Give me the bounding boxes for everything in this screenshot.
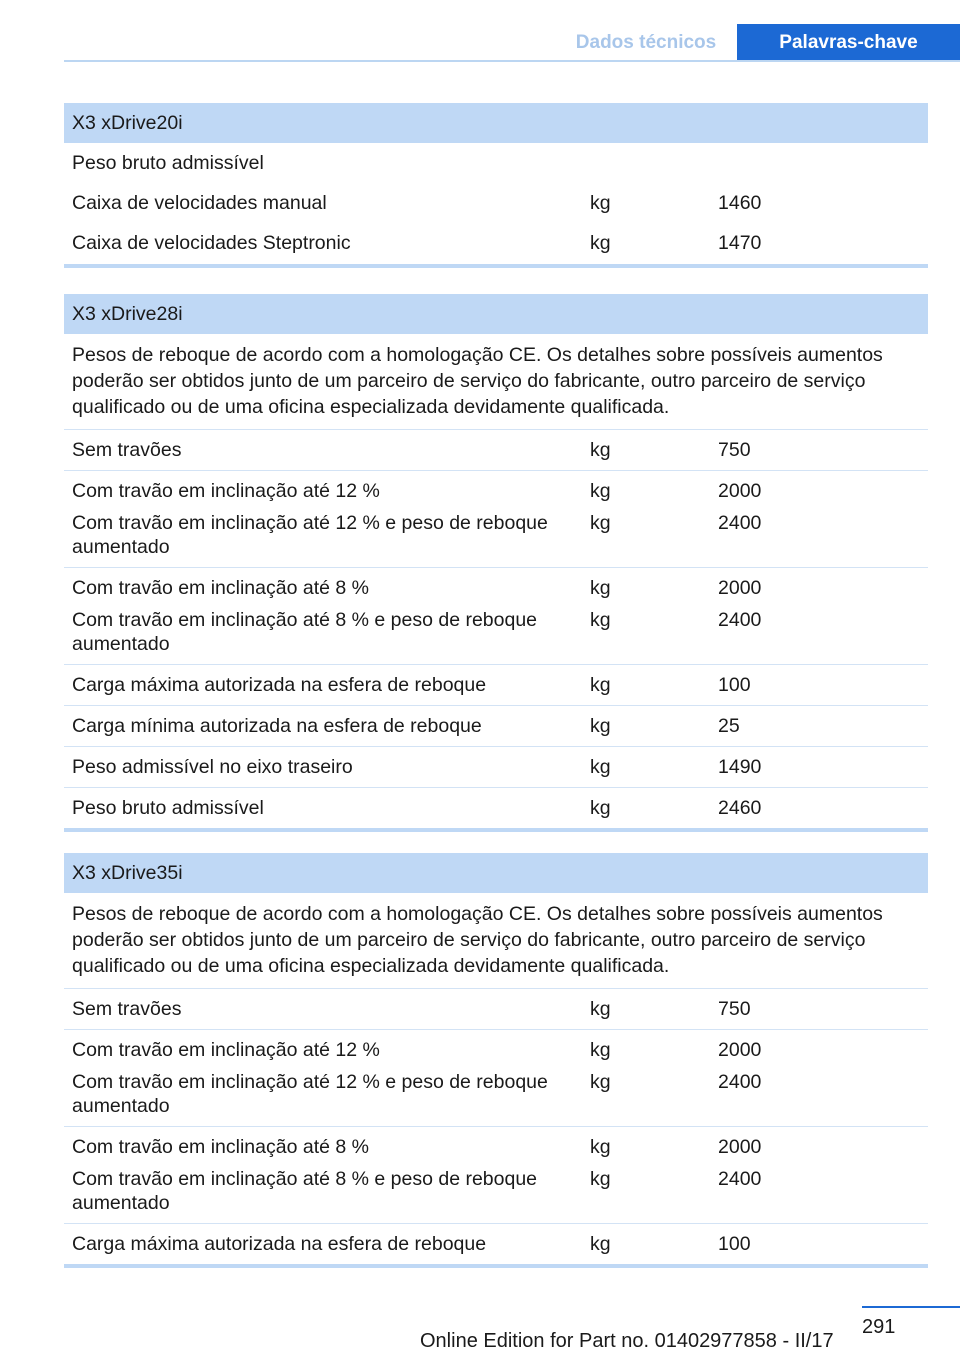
tab-palavras-chave[interactable]: Palavras-chave <box>737 24 960 62</box>
row-unit: kg <box>590 577 611 599</box>
row-unit: kg <box>590 1168 611 1190</box>
row-value: 2000 <box>718 1039 762 1061</box>
row-unit: kg <box>590 192 611 214</box>
row-value: 750 <box>718 439 751 461</box>
row-label: Com travão em inclinação até 8 % <box>72 577 369 599</box>
row-value: 750 <box>718 998 751 1020</box>
row-label: Com travão em inclinação até 12 % e peso de reboque aumentado <box>72 1071 548 1117</box>
row-unit: kg <box>590 609 611 631</box>
row-label: Caixa de velocidades Steptronic <box>72 232 351 254</box>
row-label: Com travão em inclinação até 8 % <box>72 1136 369 1158</box>
table-row-group <box>64 1029 928 1126</box>
table-row <box>64 664 928 705</box>
row-value: 1460 <box>718 192 762 214</box>
row-label: Com travão em inclinação até 12 % <box>72 1039 380 1061</box>
footer-divider <box>862 1306 960 1308</box>
table-row <box>64 988 928 1029</box>
table-row <box>64 143 928 183</box>
tab-dados-tecnicos[interactable]: Dados técnicos <box>575 32 717 53</box>
row-value: 2000 <box>718 480 762 502</box>
row-value: 100 <box>718 1233 751 1255</box>
page-number: 291 <box>862 1316 896 1338</box>
row-label: Peso bruto admissível <box>72 152 264 174</box>
row-label: Caixa de velocidades manual <box>72 192 327 214</box>
row-label: Carga máxima autorizada na esfera de reboque <box>72 1233 487 1255</box>
edition-text: Online Edition for Part no. 01402977858 - II/17 <box>420 1330 834 1352</box>
table-row <box>64 705 928 746</box>
row-label: Sem travões <box>72 998 182 1020</box>
row-label: Sem travões <box>72 439 182 461</box>
table-row <box>64 1223 928 1264</box>
table-row <box>64 223 928 263</box>
table-x3-xdrive35i <box>64 853 928 1268</box>
row-value: 100 <box>718 674 751 696</box>
row-value: 2400 <box>718 1071 762 1093</box>
row-unit: kg <box>590 1071 611 1093</box>
table-end-rule <box>64 828 928 832</box>
row-unit: kg <box>590 439 611 461</box>
table-x3-xdrive20i <box>64 103 928 268</box>
row-unit: kg <box>590 480 611 502</box>
row-unit: kg <box>590 1136 611 1158</box>
row-value: 2400 <box>718 1168 762 1190</box>
row-value: 1490 <box>718 756 762 778</box>
row-label: Carga máxima autorizada na esfera de reboque <box>72 674 487 696</box>
table-note: Pesos de reboque de acordo com a homologação CE. Os detalhes sobre possíveis aumentos poderão ser obtidos junto de um parceiro de serviço do fabricante, outro parceiro de serviço qualificado ou de uma oficina especializada devidamente qualificada. <box>72 903 883 977</box>
row-unit: kg <box>590 1233 611 1255</box>
table-title: X3 xDrive28i <box>64 294 928 334</box>
row-label: Carga mínima autorizada na esfera de reboque <box>72 715 482 737</box>
row-label: Com travão em inclinação até 12 % e peso de reboque aumentado <box>72 512 548 558</box>
row-unit: kg <box>590 998 611 1020</box>
row-unit: kg <box>590 797 611 819</box>
table-row <box>64 746 928 787</box>
table-row <box>64 787 928 828</box>
row-value: 2400 <box>718 609 762 631</box>
table-title: X3 xDrive20i <box>64 103 928 143</box>
row-unit: kg <box>590 715 611 737</box>
row-value: 2400 <box>718 512 762 534</box>
table-end-rule <box>64 1264 928 1268</box>
row-label: Com travão em inclinação até 8 % e peso de reboque aumentado <box>72 1168 538 1214</box>
row-value: 2000 <box>718 577 762 599</box>
row-label: Com travão em inclinação até 12 % <box>72 480 380 502</box>
row-label: Com travão em inclinação até 8 % e peso de reboque aumentado <box>72 609 538 655</box>
table-x3-xdrive28i <box>64 294 928 832</box>
row-unit: kg <box>590 232 611 254</box>
row-value: 2000 <box>718 1136 762 1158</box>
row-unit: kg <box>590 674 611 696</box>
row-value: 25 <box>718 715 740 737</box>
header-divider <box>64 60 960 62</box>
row-label: Peso bruto admissível <box>72 797 264 819</box>
row-unit: kg <box>590 512 611 534</box>
table-row <box>64 429 928 470</box>
table-row <box>64 183 928 223</box>
row-label: Peso admissível no eixo traseiro <box>72 756 353 778</box>
row-value: 2460 <box>718 797 762 819</box>
table-row-group <box>64 1126 928 1223</box>
table-row-group <box>64 470 928 567</box>
row-value: 1470 <box>718 232 762 254</box>
row-unit: kg <box>590 1039 611 1061</box>
table-title: X3 xDrive35i <box>64 853 928 893</box>
table-end-rule <box>64 264 928 268</box>
table-note: Pesos de reboque de acordo com a homologação CE. Os detalhes sobre possíveis aumentos poderão ser obtidos junto de um parceiro de serviço do fabricante, outro parceiro de serviço qualificado ou de uma oficina especializada devidamente qualificada. <box>72 344 883 418</box>
row-unit: kg <box>590 756 611 778</box>
table-row-group <box>64 567 928 664</box>
